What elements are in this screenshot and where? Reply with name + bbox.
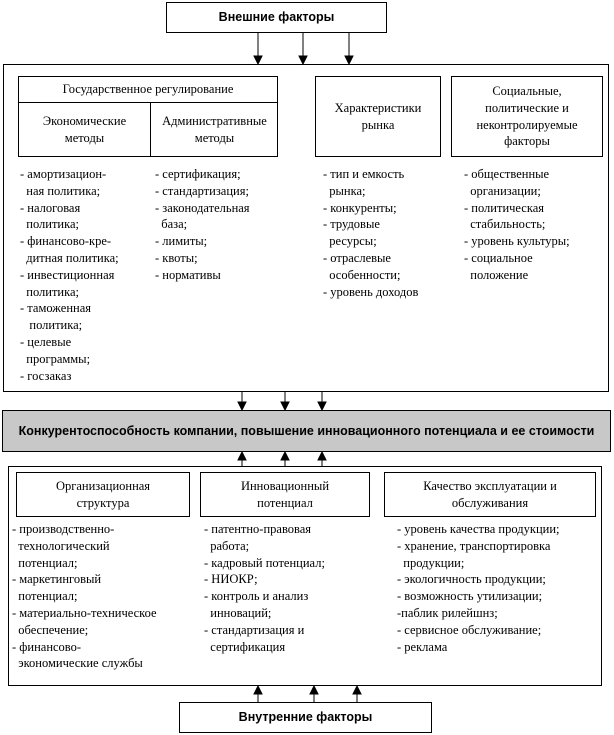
- market-characteristics-title: Характеристики рынка: [334, 100, 422, 132]
- arrowhead-bot-3: [318, 452, 326, 460]
- admin-methods-title: Административные методы: [162, 114, 267, 145]
- list-item: - социальное: [464, 250, 533, 265]
- list-item: - финансово-кре-: [20, 234, 112, 249]
- list-item: положение: [464, 267, 529, 282]
- list-item: - политическая: [464, 200, 545, 215]
- list-item: - маркетинговый: [12, 572, 102, 587]
- list-item: - квоты;: [155, 250, 198, 265]
- list-item: - материально-техническое: [12, 605, 157, 620]
- list-item: - сертификация;: [155, 167, 241, 181]
- list-item: политика;: [20, 318, 83, 333]
- list-item: - НИОКР;: [204, 572, 258, 587]
- list-item: организации;: [464, 183, 541, 198]
- list-item: потенциал;: [12, 555, 78, 570]
- list-item: технологический: [12, 538, 110, 553]
- arrowhead-bot-1: [238, 452, 246, 460]
- list-item: программы;: [20, 351, 91, 366]
- arrowhead-int-3: [353, 686, 361, 694]
- list-item: обеспечение;: [12, 622, 89, 637]
- list-item: инноваций;: [204, 605, 272, 620]
- list-item: - лимиты;: [155, 234, 208, 249]
- list-item: - финансово-: [12, 639, 82, 654]
- list-item: - сервисное обслуживание;: [397, 622, 542, 637]
- list-item: ресурсы;: [323, 234, 377, 249]
- list-item: - нормативы: [155, 267, 221, 282]
- list-item: - экологичность продукции;: [397, 572, 546, 587]
- list-item: продукции;: [397, 555, 465, 570]
- list-item: - конкуренты;: [323, 200, 397, 215]
- list-item: - амортизацион-: [20, 167, 107, 181]
- arrowhead-int-2: [310, 686, 318, 694]
- list-item: экономические службы: [12, 656, 143, 671]
- list-item: - уровень культуры;: [464, 234, 570, 249]
- list-item: - инвестиционная: [20, 267, 115, 282]
- list-item: - уровень качества продукции;: [397, 522, 560, 536]
- arrowhead-bot-2: [281, 452, 289, 460]
- list-item: - контроль и анализ: [204, 589, 309, 604]
- list-item: - патентно-правовая: [204, 522, 312, 536]
- list-item: политика;: [20, 217, 80, 232]
- arrowhead-top-3: [318, 402, 326, 410]
- arrowhead-int-1: [254, 686, 262, 694]
- list-item: особенности;: [323, 267, 401, 282]
- arrowhead-top-1: [238, 402, 246, 410]
- list-item: - стандартизация и: [204, 622, 305, 637]
- list-item: - уровень доходов: [323, 284, 419, 299]
- list-item: - возможность утилизации;: [397, 589, 543, 604]
- list-item: политика;: [20, 284, 80, 299]
- list-item: - стандартизация;: [155, 183, 249, 198]
- quality-title: Качество эксплуатации и обслуживания: [423, 478, 557, 510]
- list-item: рынка;: [323, 183, 366, 198]
- econ-methods-title: Экономические методы: [42, 114, 127, 145]
- innov-potential-title: Инновационный потенциал: [240, 478, 330, 510]
- center-goal-title: Конкурентоспособность компании, повышение инновационного потенциала и ее стоимости: [18, 424, 595, 438]
- list-item: - хранение, транспортировка: [397, 538, 551, 553]
- list-item: база;: [155, 217, 188, 232]
- list-item: ная политика;: [20, 183, 101, 198]
- list-item: потенциал;: [12, 589, 78, 604]
- list-item: стабильность;: [464, 217, 546, 232]
- list-item: -паблик рилейшнз;: [397, 605, 498, 620]
- list-item: - тип и емкость: [323, 167, 405, 181]
- list-item: - реклама: [397, 639, 448, 654]
- list-item: - общественные: [464, 167, 550, 181]
- org-structure-title: Организационная структура: [55, 478, 151, 510]
- list-item: - таможенная: [20, 301, 91, 316]
- arrowhead-ext-1: [254, 56, 262, 64]
- social-factors-title: Социальные, политические и неконтролируемые факторы: [476, 83, 578, 149]
- list-item: - целевые: [20, 334, 72, 349]
- list-item: - отраслевые: [323, 250, 391, 265]
- list-item: дитная политика;: [20, 250, 119, 265]
- list-item: - производственно-: [12, 522, 115, 536]
- gov-regulation-title: Государственное регулирование: [62, 81, 234, 96]
- list-item: работа;: [204, 538, 250, 553]
- list-item: - налоговая: [20, 200, 81, 215]
- list-item: - кадровый потенциал;: [204, 555, 325, 570]
- list-item: - госзаказ: [20, 368, 72, 383]
- external-factors-title: Внешние факторы: [218, 10, 335, 25]
- list-item: сертификация: [204, 639, 286, 654]
- arrowhead-ext-2: [299, 56, 307, 64]
- list-item: - трудовые: [323, 217, 380, 232]
- internal-factors-title: Внутренние факторы: [238, 710, 373, 725]
- list-item: - законодательная: [155, 200, 250, 215]
- arrowhead-top-2: [281, 402, 289, 410]
- arrowhead-ext-3: [345, 56, 353, 64]
